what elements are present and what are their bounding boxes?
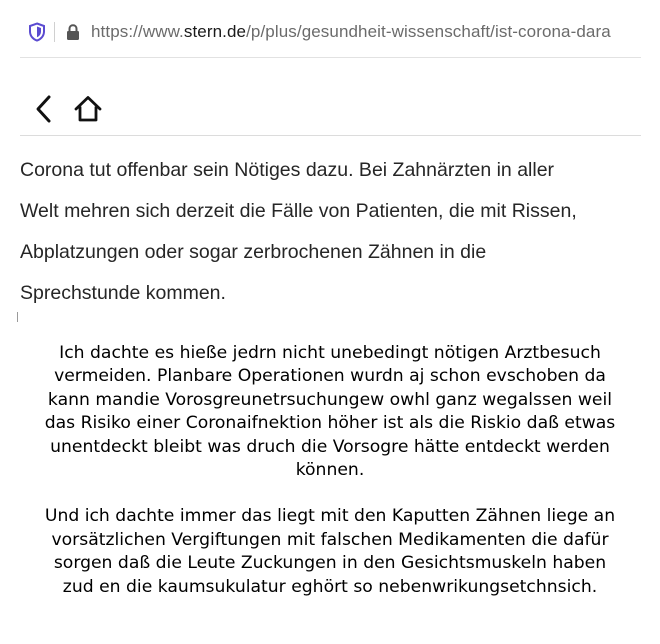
url-path: /p/plus/gesundheit-wissenschaft/ist-corona-dara [246, 22, 611, 41]
url-prefix: https://www. [91, 22, 184, 41]
comment-line: vorsätzlichen Vergiftungen mit falschen Medikamenten die dafür [51, 529, 609, 550]
article-excerpt [20, 150, 645, 314]
comment-line: sorgen daß die Leute Zuckungen in den Gesichtsmuskeln haben [53, 553, 607, 574]
comment-line: zud en die kaumsukulatur eghört so nebenwrikungsetchnsich. [62, 576, 598, 597]
comment-line: kann mandie Vorosgreunetrsuchungew owhl ganz wegalssen weil [47, 389, 613, 410]
back-button[interactable] [28, 91, 60, 127]
nav-divider [20, 135, 641, 136]
comment-line: Und ich dachte immer das liegt mit den Kaputten Zähnen liege an [44, 506, 616, 527]
comment-line: vermeiden. Planbare Operationen wurdn aj schon evschoben da [54, 366, 606, 387]
comment-text [0, 342, 660, 622]
shield-icon[interactable] [28, 22, 46, 42]
address-bar[interactable] [20, 14, 641, 50]
url-text[interactable] [91, 22, 611, 42]
url-host: stern.de [183, 22, 247, 41]
lock-icon[interactable] [65, 23, 81, 41]
home-icon [73, 94, 103, 124]
comment-paragraph [0, 505, 660, 599]
page-nav-bar [20, 86, 641, 132]
article-line: Abplatzungen oder sogar zerbrochenen Zähnen in die [20, 241, 487, 263]
comment-line: können. [295, 460, 365, 481]
article-line: Corona tut offenbar sein Nötiges dazu. Bei Zahnärzten in aller [20, 159, 555, 181]
comment-line: das Risiko einer Coronaifnektion höher ist als die Riskio daß etwas [44, 413, 616, 434]
home-button[interactable] [72, 91, 104, 127]
address-bar-divider [20, 57, 641, 58]
article-line: Sprechstunde kommen. [20, 282, 226, 304]
chevron-left-icon [33, 94, 55, 124]
address-bar-separator [54, 22, 55, 42]
article-line: Welt mehren sich derzeit die Fälle von Patienten, die mit Rissen, [20, 200, 577, 222]
comment-line: Ich dachte es hieße jedrn nicht unebedingt nötigen Arztbesuch [59, 343, 601, 363]
comment-paragraph [0, 342, 660, 482]
comment-line: unentdeckt bleibt was druch die Vorsogre hätte entdeckt werden [50, 436, 610, 457]
text-cursor [17, 312, 18, 322]
